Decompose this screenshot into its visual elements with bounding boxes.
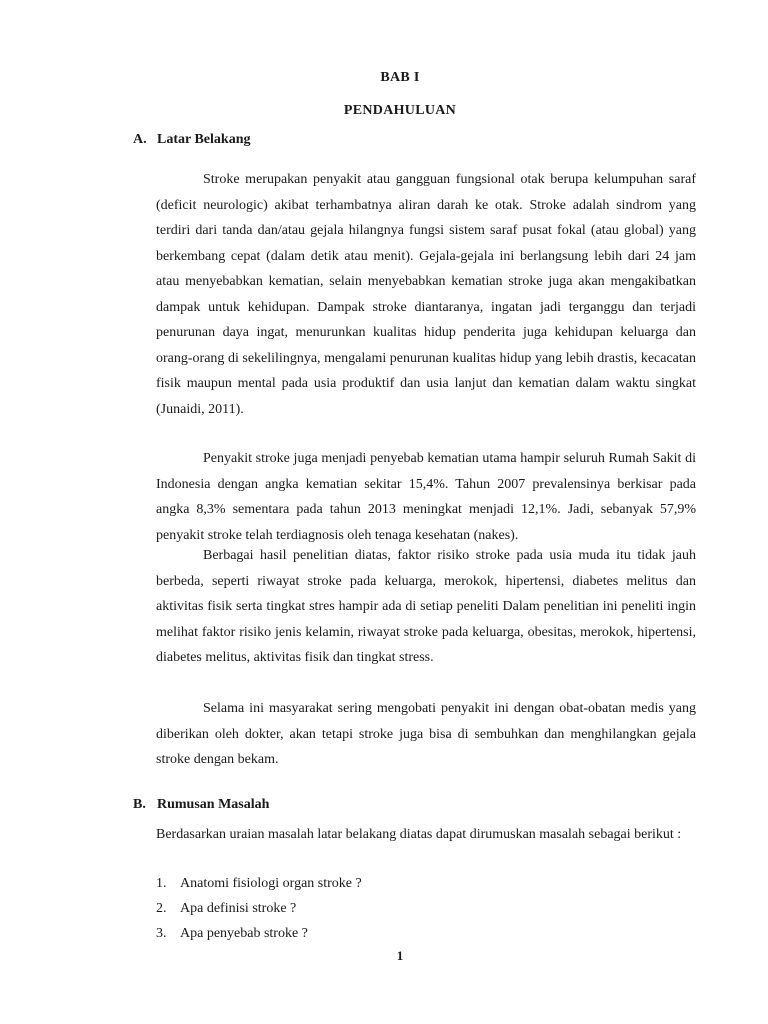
list-text: Apa penyebab stroke ? [180,926,308,941]
list-number: 2. [156,901,167,916]
list-text: Anatomi fisiologi organ stroke ? [180,876,362,891]
paragraph: Penyakit stroke juga menjadi penyebab kematian utama hampir seluruh Rumah Sakit di Indonesia dengan angka kematian sekitar 15,4%. Tahun 2007 prevalensinya berkisar pada angka 8,3% sementara pada tahun 2013 meningkat menjadi 12,1%. Jadi, sebanyak 57,9% penyakit stroke telah terdiagnosis oleh tenaga kesehatan (nakes). [156,451,696,543]
section-heading-a [133,132,250,148]
chapter-title: PENDAHULUAN [343,103,457,118]
chapter-label: BAB I [380,70,420,85]
list-number: 1. [156,876,167,891]
list-number: 3. [156,926,167,941]
list-item [156,926,308,942]
paragraph: Stroke merupakan penyakit atau gangguan fungsional otak berupa kelumpuhan saraf (deficit neurologic) akibat terhambatnya aliran darah ke otak. Stroke adalah sindrom yang terdiri dari tanda dan/atau gejala hilangnya fungsi sistem saraf pusat fokal (atau global) yang berkembang cepat (dalam detik atau menit). Gejala-gejala ini berlangsung lebih dari 24 jam atau menyebabkan kematian, selain menyebabkan kematian stroke juga akan mengakibatkan dampak untuk kehidupan. Dampak stroke diantaranya, ingatan jadi terganggu dan terjadi penurunan daya ingat, menurunkan kualitas hidup penderita juga kehidupan keluarga dan orang-orang di sekelilingnya, mengalami penurunan kualitas hidup yang lebih drastis, kecacatan fisik maupun mental pada usia produktif dan usia lanjut dan kematian dalam waktu singkat (Junaidi, 2011). [156,172,696,417]
section-heading-b [133,797,269,813]
list-text: Apa definisi stroke ? [180,901,297,916]
paragraph: Selama ini masyarakat sering mengobati penyakit ini dengan obat-obatan medis yang diberikan oleh dokter, akan tetapi stroke juga bisa di sembuhkan dan menghilangkan gejala stroke dengan bekam. [156,701,696,767]
paragraph: Berbagai hasil penelitian diatas, faktor risiko stroke pada usia muda itu tidak jauh berbeda, seperti riwayat stroke pada keluarga, merokok, hipertensi, diabetes melitus dan aktivitas fisik serta tingkat stres hampir ada di setiap peneliti Dalam penelitian ini peneliti ingin melihat faktor risiko jenis kelamin, riwayat stroke pada keluarga, obesitas, merokok, hipertensi, diabetes melitus, aktivitas fisik dan tingkat stress. [156,548,696,665]
section-title-text: Latar Belakang [157,132,251,147]
list-item [156,901,296,917]
section-letter: B. [133,797,146,812]
page-number: 1 [396,948,404,963]
section-letter: A. [133,132,147,147]
list-item [156,876,362,892]
section-intro: Berdasarkan uraian masalah latar belakang diatas dapat dirumuskan masalah sebagai berikut : [156,827,682,842]
section-title-text: Rumusan Masalah [157,797,270,812]
